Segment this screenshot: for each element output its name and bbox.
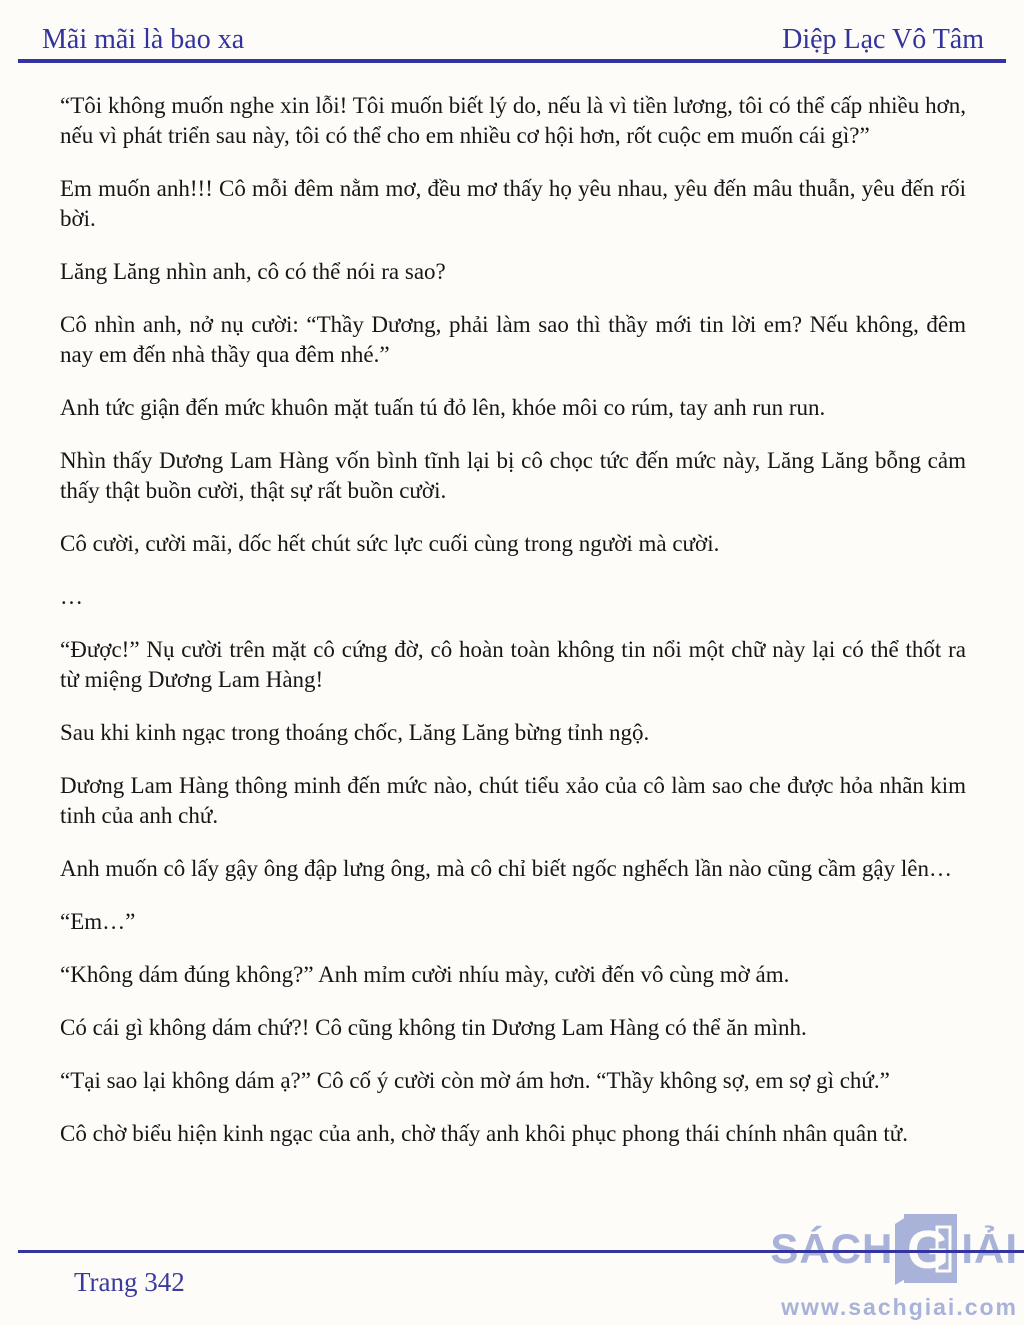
page-number: Trang 342 (74, 1267, 185, 1297)
paragraph: Cô chờ biểu hiện kinh ngạc của anh, chờ thấy anh khôi phục phong thái chính nhân quân tử. (60, 1121, 908, 1146)
page-body (0, 63, 1024, 1149)
page-header (0, 0, 1024, 63)
svg-text:G: G (907, 1220, 950, 1280)
paragraph: Anh muốn cô lấy gậy ông đập lưng ông, mà cô chỉ biết ngốc nghếch lần nào cũng cầm gậy lên… (60, 856, 952, 881)
author-name: Diệp Lạc Vô Tâm (782, 24, 984, 55)
paragraph: “Tại sao lại không dám ạ?” Cô cố ý cười còn mờ ám hơn. “Thầy không sợ, em sợ gì chứ.” (60, 1068, 890, 1093)
paragraph: Cô cười, cười mãi, dốc hết chút sức lực cuối cùng trong người mà cười. (60, 531, 720, 556)
book-title: Mãi mãi là bao xa (42, 24, 245, 55)
paragraph: “Tôi không muốn nghe xin lỗi! Tôi muốn biết lý do, nếu là vì tiền lương, tôi có thể cấp nhiều hơn, nếu vì phát triển sau này, tôi có thể cho em nhiều cơ hội hơn, rốt cuộc em muốn cái gì?” (60, 93, 966, 148)
paragraph: “Không dám đúng không?” Anh mỉm cười nhíu mày, cười đến vô cùng mờ ám. (60, 962, 790, 987)
paragraph: Sau khi kinh ngạc trong thoáng chốc, Lăng Lăng bừng tỉnh ngộ. (60, 720, 650, 745)
paragraph: Có cái gì không dám chứ?! Cô cũng không tin Dương Lam Hàng có thể ăn mình. (60, 1015, 807, 1040)
watermark-url: www.sachgiai.com (781, 1294, 1018, 1320)
paragraph: Nhìn thấy Dương Lam Hàng vốn bình tĩnh lại bị cô chọc tức đến mức này, Lăng Lăng bỗng cảm thấy thật buồn cười, thật sự rất buồn cười. (60, 448, 966, 503)
paragraph: Em muốn anh!!! Cô mỗi đêm nằm mơ, đều mơ thấy họ yêu nhau, yêu đến mâu thuẫn, yêu đến rối bời. (60, 176, 966, 231)
watermark-text-right: IẢI (961, 1225, 1018, 1272)
footer-divider (18, 1250, 1024, 1253)
book-icon (895, 1212, 959, 1286)
paragraph: Anh tức giận đến mức khuôn mặt tuấn tú đỏ lên, khóe môi co rúm, tay anh run run. (60, 395, 826, 420)
paragraph: Cô nhìn anh, nở nụ cười: “Thầy Dương, phải làm sao thì thầy mới tin lời em? Nếu không, đêm nay em đến nhà thầy qua đêm nhé.” (60, 312, 966, 367)
paragraph: Lăng Lăng nhìn anh, cô có thể nói ra sao? (60, 259, 446, 284)
paragraph: … (60, 584, 83, 609)
sachgiai-watermark (770, 1212, 1018, 1321)
paragraph: “Em…” (60, 909, 136, 934)
paragraph: “Được!” Nụ cười trên mặt cô cứng đờ, cô hoàn toàn không tin nổi một chữ này lại có thể thốt ra từ miệng Dương Lam Hàng! (60, 637, 966, 692)
paragraph: Dương Lam Hàng thông minh đến mức nào, chút tiểu xảo của cô làm sao che được hỏa nhãn kim tinh của anh chứ. (60, 773, 966, 828)
watermark-text-left: SÁCH (770, 1225, 894, 1272)
